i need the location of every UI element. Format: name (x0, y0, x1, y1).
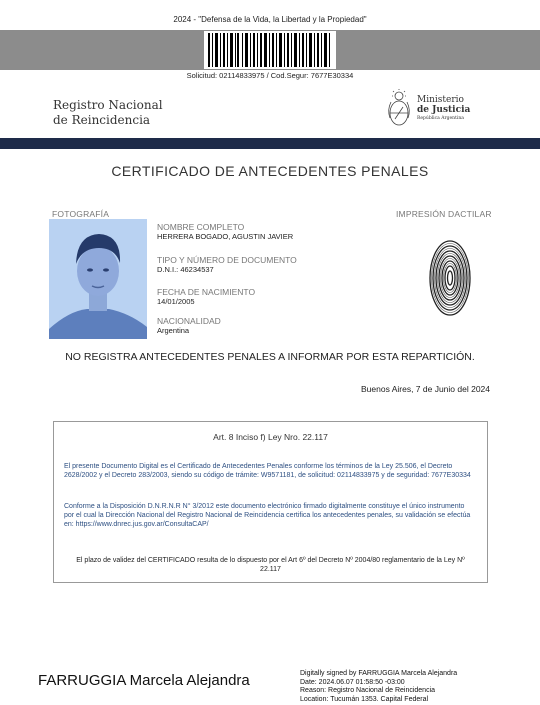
signature-line-2: Date: 2024.06.07 01:58:50 -03:00 (300, 678, 405, 686)
field-birthdate-label: FECHA DE NACIMIENTO (157, 287, 256, 297)
legal-paragraph-1: El presente Documento Digital es el Certificado de Antecedentes Penales conforme los términos de la Ley 25.506, el Decreto 2628/2002 y el Decreto 283/2003, siendo su código de trámite: W9571181, de solicitud: 02114833975 y de seguridad: 7677E30334 (64, 463, 471, 479)
field-name-label: NOMBRE COMPLETO (157, 222, 245, 232)
photo-label: FOTOGRAFÍA (52, 209, 110, 219)
document-title: CERTIFICADO DE ANTECEDENTES PENALES (111, 163, 429, 179)
field-nationality (157, 316, 221, 336)
ministry-logo (386, 88, 470, 128)
ministry-line3: República Argentina (417, 115, 464, 121)
verdict-statement: NO REGISTRA ANTECEDENTES PENALES A INFORMAR POR ESTA REPARTICIÓN. (65, 351, 475, 363)
signer-name: FARRUGGIA Marcela Alejandra (38, 672, 250, 689)
legal-title: Art. 8 Inciso f) Ley Nro. 22.117 (213, 432, 328, 442)
person-photo (49, 219, 147, 339)
signature-line-4: Location: Tucumán 1353. Capital Federal (300, 695, 429, 703)
digital-signature-block (300, 670, 457, 704)
signature-line-1: Digitally signed by FARRUGGIA Marcela Alejandra (300, 670, 458, 677)
ministry-line2: de Justicia (417, 104, 471, 115)
field-birthdate (157, 287, 255, 307)
field-name-value: HERRERA BOGADO, AGUSTIN JAVIER (157, 232, 294, 241)
argentina-seal-icon (386, 88, 412, 128)
fingerprint-icon (428, 238, 472, 318)
legal-paragraph-2: Conforme a la Disposición D.N.R.N.R N° 3/2012 este documento electrónico firmado digitalmente constituye el único instrumento por el cual la Dirección Nacional del Registro Nacional de Reincidencia certifica los antecedentes penales, su validación se efectúa en: https://www.dnrec.jus.gov.ar/ConsultaCAP/ (64, 503, 471, 528)
header-slogan: 2024 - "Defensa de la Vida, la Libertad y la Propiedad" (173, 15, 367, 24)
legal-box (53, 421, 488, 583)
place-date: Buenos Aires, 7 de Junio del 2024 (360, 384, 490, 394)
registry-logo (53, 98, 163, 128)
field-birthdate-value: 14/01/2005 (157, 297, 195, 306)
field-document-value: D.N.I.: 46234537 (157, 265, 214, 274)
barcode-icon (204, 31, 336, 69)
fingerprint-label: IMPRESIÓN DACTILAR (396, 209, 492, 219)
ministry-line1: Ministerio (417, 94, 464, 105)
header-navy-band (0, 138, 540, 149)
field-nationality-value: Argentina (157, 326, 190, 335)
legal-validity: El plazo de validez del CERTIFICADO resulta de lo dispuesto por el Art 6º del Decreto Nº 2004/80 reglamentario de la Ley Nº 22.117 (76, 557, 465, 573)
field-document-label: TIPO Y NÚMERO DE DOCUMENTO (157, 255, 297, 265)
signature-line-3: Reason: Registro Nacional de Reincidencia (300, 687, 436, 694)
request-code-line: Solicitud: 02114833975 / Cod.Segur: 7677E30334 (186, 71, 354, 80)
field-nationality-label: NACIONALIDAD (157, 316, 221, 326)
field-name (157, 222, 293, 242)
field-document (157, 255, 297, 275)
registry-name-line2: de Reincidencia (53, 113, 151, 127)
registry-name-line1: Registro Nacional (53, 98, 163, 112)
